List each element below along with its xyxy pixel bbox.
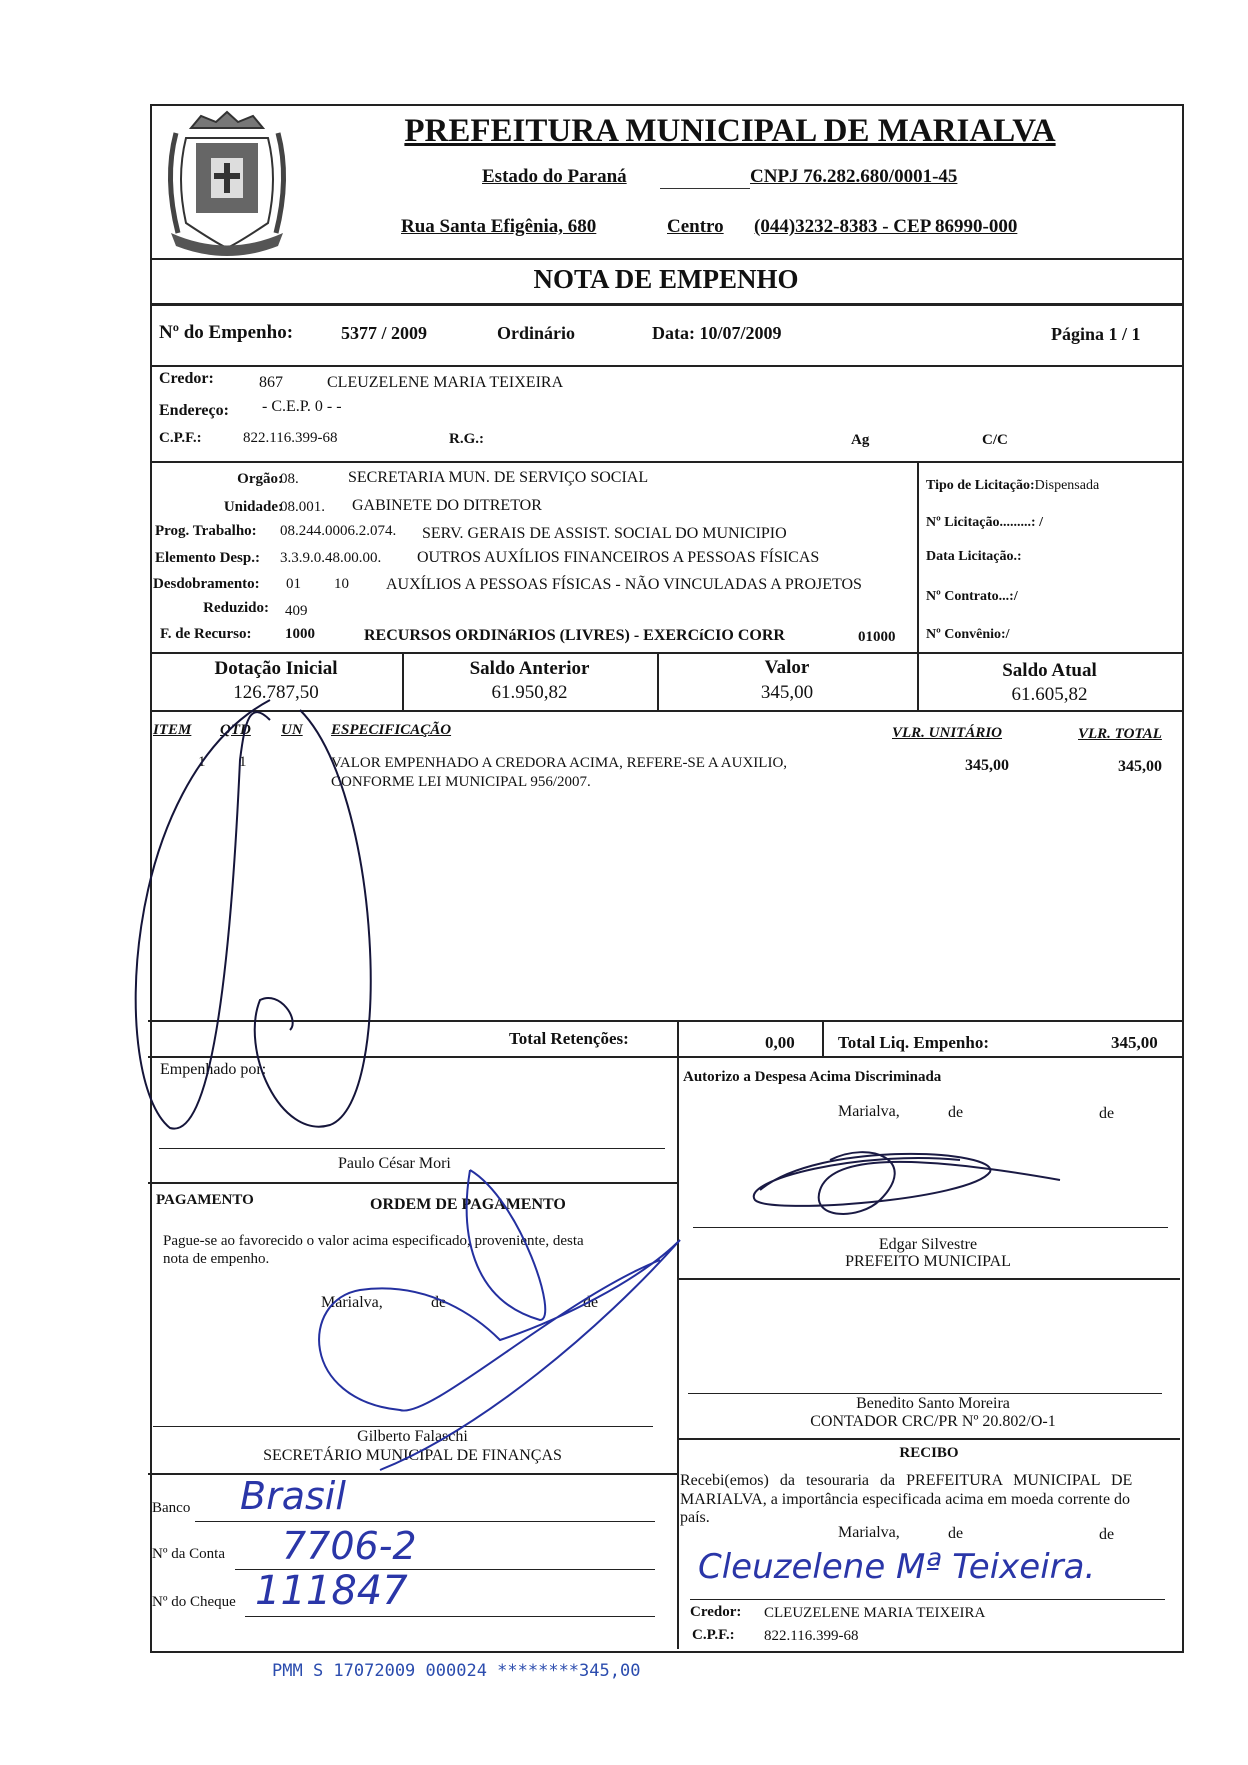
recurso-label: F. de Recurso: [160, 626, 252, 642]
table-row-total-value: 345,00 [1118, 758, 1162, 775]
recurso-code2: 01000 [858, 629, 896, 645]
recibo-de2: de [1099, 1526, 1115, 1543]
prog-name: SERV. GERAIS DE ASSIST. SOCIAL DO MUNICIPIO [422, 525, 787, 542]
table-row-especificacao-line2: CONFORME LEI MUNICIPAL 956/2007. [331, 774, 591, 790]
recibo-signature: Cleuzelene Mª Teixeira. [698, 1547, 1096, 1587]
recibo-text-line1: Recebi(emos) da tesouraria da PREFEITURA MUNICIPAL DE [680, 1472, 1133, 1489]
agency-label: Ag [851, 432, 870, 448]
saldo-atual-value: 61.605,82 [1011, 684, 1088, 705]
recurso-code: 1000 [285, 626, 315, 642]
prefeito-name: Edgar Silvestre [878, 1236, 978, 1253]
conta-label: Nº da Conta [152, 1546, 225, 1562]
account-label: C/C [982, 432, 1008, 448]
licitacao-number: Nº Licitação.........: / [926, 515, 1043, 530]
unidade-code: 08.001. [280, 499, 325, 515]
banco-value: Brasil [240, 1474, 346, 1518]
empenho-number: 5377 / 2009 [341, 323, 428, 343]
recibo-title: RECIBO [899, 1445, 959, 1461]
valor-label: Valor [764, 657, 810, 678]
recibo-text-line3: país. [680, 1509, 710, 1526]
unidade-label: Unidade: [223, 499, 283, 515]
contract-number: Nº Contrato...:/ [926, 589, 1018, 604]
orgao-label: Orgão: [237, 471, 283, 487]
empenho-number-label: Nº do Empenho: [159, 322, 294, 343]
col-header-qtd: QTD [220, 722, 251, 738]
licitacao-type-label: Tipo de Licitação: [926, 478, 1035, 493]
col-header-un: UN [281, 722, 303, 738]
unidade-name: GABINETE DO DITRETOR [352, 497, 542, 514]
recurso-name: RECURSOS ORDINáRIOS (LIVRES) - EXERCíCIO CORR [364, 627, 785, 644]
liquido-value: 345,00 [1111, 1033, 1158, 1052]
dotacao-label: Dotação Inicial [214, 658, 338, 679]
recibo-text-line2: MARIALVA, a importância especificada acima em moeda corrente do [680, 1491, 1131, 1508]
prog-label: Prog. Trabalho: [155, 523, 257, 539]
convenio-number: Nº Convênio:/ [926, 627, 1010, 642]
licitacao-date: Data Licitação.: [926, 549, 1022, 564]
orgao-name: SECRETARIA MUN. DE SERVIÇO SOCIAL [348, 469, 649, 486]
empenhado-por-label: Empenhado por: [160, 1061, 267, 1078]
creditor-name: CLEUZELENE MARIA TEIXEIRA [327, 374, 564, 391]
retencoes-label: Total Retenções: [509, 1029, 629, 1048]
saldo-anterior-value: 61.950,82 [491, 682, 568, 703]
desdobramento-name: AUXÍLIOS A PESSOAS FÍSICAS - NÃO VINCULADAS A PROJETOS [386, 576, 862, 593]
desdobramento-label: Desdobramento: [153, 576, 260, 592]
cnpj-label: CNPJ 76.282.680/0001-45 [750, 166, 958, 187]
orgao-code: 08. [280, 471, 299, 487]
table-row-especificacao-line1: VALOR EMPENHADO A CREDORA ACIMA, REFERE-SE A AUXILIO, [331, 755, 788, 771]
saldo-atual-label: Saldo Atual [1002, 660, 1097, 681]
reduzido-label: Reduzido: [203, 600, 269, 616]
recibo-credor-label: Credor: [690, 1604, 742, 1620]
creditor-address: - C.E.P. 0 - - [262, 398, 342, 415]
pagamento-text-line1: Pague-se ao favorecido o valor acima especificado, proveniente, desta [163, 1233, 584, 1249]
pagamento-label: PAGAMENTO [156, 1192, 254, 1208]
secretario-title: SECRETÁRIO MUNICIPAL DE FINANÇAS [263, 1447, 562, 1464]
table-row-qtd: 1 [239, 754, 247, 770]
pagamento-text-line2: nota de empenho. [163, 1251, 270, 1267]
address-label: Rua Santa Efigênia, 680 [401, 216, 597, 237]
desdobramento-code2: 10 [334, 576, 349, 592]
conta-value: 7706-2 [282, 1524, 417, 1568]
col-header-item: ITEM [153, 722, 192, 738]
col-header-total-value: VLR. TOTAL [1078, 726, 1162, 742]
ordem-pagamento-label: ORDEM DE PAGAMENTO [370, 1196, 566, 1213]
phone-cep-label: (044)3232-8383 - CEP 86990-000 [754, 216, 1018, 237]
licitacao-type-value: Dispensada [1034, 478, 1100, 493]
pagamento-city: Marialva, [321, 1294, 383, 1311]
address-label-creditor: Endereço: [159, 402, 229, 419]
dotacao-value: 126.787,50 [233, 682, 319, 703]
empenho-type: Ordinário [497, 323, 576, 343]
elemento-code: 3.3.9.0.48.00.00. [280, 550, 382, 566]
prefeito-title: PREFEITO MUNICIPAL [845, 1253, 1011, 1270]
recibo-cpf-label: C.P.F.: [692, 1627, 735, 1643]
creditor-cpf: 822.116.399-68 [243, 430, 338, 446]
reduzido-value: 409 [285, 603, 308, 619]
district-label: Centro [667, 216, 724, 237]
empenhado-por-name: Paulo César Mori [338, 1155, 451, 1172]
pagamento-de1: de [431, 1294, 447, 1311]
contador-name: Benedito Santo Moreira [856, 1395, 1010, 1412]
recibo-credor-name: CLEUZELENE MARIA TEIXEIRA [764, 1605, 986, 1621]
autorizo-de1: de [948, 1104, 964, 1121]
cheque-label: Nº do Cheque [152, 1594, 236, 1610]
secretario-name: Gilberto Falaschi [357, 1428, 468, 1445]
bank-validation-stamp: PMM S 17072009 000024 ********345,00 [272, 1661, 641, 1681]
autorizo-city: Marialva, [838, 1103, 900, 1120]
retencoes-value: 0,00 [765, 1033, 795, 1052]
cpf-label: C.P.F.: [159, 430, 202, 446]
municipality-title: PREFEITURA MUNICIPAL DE MARIALVA [404, 113, 1056, 149]
valor-value: 345,00 [760, 682, 814, 703]
table-row-unit-value: 345,00 [965, 757, 1009, 774]
creditor-label: Credor: [159, 370, 214, 387]
autorizo-de2: de [1099, 1105, 1115, 1122]
pagamento-de2: de [583, 1294, 599, 1311]
prog-code: 08.244.0006.2.074. [280, 523, 397, 539]
page-number: Página 1 / 1 [1051, 324, 1141, 344]
creditor-code: 867 [259, 374, 283, 391]
document-title: NOTA DE EMPENHO [533, 264, 799, 294]
liquido-label: Total Liq. Empenho: [838, 1033, 989, 1052]
cheque-value: 111847 [255, 1568, 408, 1614]
table-row-item: 1 [198, 754, 206, 770]
state-label: Estado do Paraná [482, 166, 627, 187]
saldo-anterior-label: Saldo Anterior [469, 658, 590, 679]
banco-label: Banco [152, 1500, 191, 1516]
contador-title: CONTADOR CRC/PR Nº 20.802/O-1 [810, 1413, 1056, 1430]
recibo-cpf: 822.116.399-68 [764, 1628, 859, 1644]
autorizo-label: Autorizo a Despesa Acima Discriminada [683, 1069, 942, 1085]
rg-label: R.G.: [449, 431, 484, 447]
elemento-label: Elemento Desp.: [155, 550, 260, 566]
col-header-unit-value: VLR. UNITÁRIO [892, 725, 1003, 741]
recibo-city: Marialva, [838, 1524, 900, 1541]
recibo-de1: de [948, 1525, 964, 1542]
desdobramento-code1: 01 [286, 576, 301, 592]
col-header-especificacao: ESPECIFICAÇÃO [331, 722, 452, 738]
elemento-name: OUTROS AUXÍLIOS FINANCEIROS A PESSOAS FÍSICAS [417, 549, 820, 566]
empenho-date: Data: 10/07/2009 [652, 323, 782, 343]
